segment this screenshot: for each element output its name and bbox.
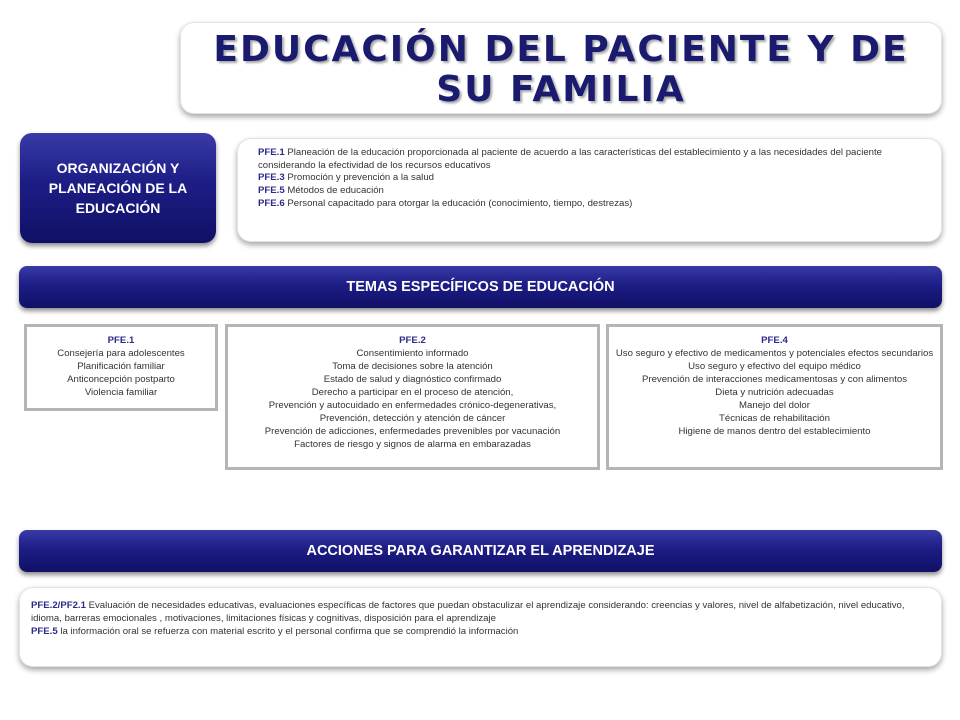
topic-line: Manejo del dolor [739, 400, 810, 411]
item-code: PFE.5 [31, 626, 58, 637]
item-code: PFE.6 [258, 197, 285, 209]
topic-line: Prevención, detección y atención de cáncer [319, 413, 506, 424]
list-item [258, 198, 922, 211]
actions-items-list [31, 599, 926, 638]
topic-line: Factores de riesgo y signos de alarma en embarazadas [294, 439, 531, 450]
item-code: PFE.5 [258, 185, 285, 197]
topic-line: Derecho a participar en el proceso de atención, [311, 387, 514, 398]
actions-items-card [19, 587, 942, 667]
topic-line: Uso seguro y efectivo de medicamentos y potenciales efectos secundarios [615, 348, 934, 359]
organization-items-card [237, 138, 942, 242]
item-text: Métodos de educación [284, 185, 384, 197]
topic-box-pfe2 [225, 324, 600, 470]
actions-heading: ACCIONES PARA GARANTIZAR EL APRENDIZAJE [306, 543, 655, 559]
list-item [31, 599, 926, 625]
item-text: Evaluación de necesidades educativas, evaluaciones específicas de factores que puedan obstaculizar el aprendizaje considerando: creencias y valores, nivel de alfabetización, nivel educativo, idioma, barreras emocionales , motivaciones, limitaciones físicas y cognitivas, disposición para el aprendizaje [31, 600, 905, 624]
topic-code: PFE.1 [107, 335, 135, 346]
topic-line: Violencia familiar [84, 387, 158, 398]
item-text: la información oral se refuerza con material escrito y el personal confirma que se comprendió la información [57, 626, 519, 637]
item-code: PFE.2/PF2.1 [31, 600, 86, 611]
topic-line: Técnicas de rehabilitación [719, 413, 830, 424]
topic-line: Planificación familiar [77, 361, 165, 372]
topic-line: Consejería para adolescentes [57, 348, 185, 359]
topic-line: Higiene de manos dentro del establecimiento [678, 426, 871, 437]
list-item [258, 147, 922, 172]
topic-box-pfe1 [24, 324, 218, 411]
item-code: PFE.1 [258, 147, 285, 158]
topic-line: Prevención de interacciones medicamentosas y con alimentos [641, 374, 908, 385]
item-text: Personal capacitado para otorgar la educación (conocimiento, tiempo, destrezas) [284, 197, 633, 209]
topics-heading: TEMAS ESPECÍFICOS DE EDUCACIÓN [346, 279, 615, 295]
actions-heading-bar [19, 530, 942, 572]
list-item [258, 185, 922, 198]
page-title: EDUCACIÓN DEL PACIENTE Y DE SU FAMILIA [213, 29, 909, 110]
topic-line: Anticoncepción postparto [67, 374, 175, 385]
topic-line: Dieta y nutrición adecuadas [715, 387, 834, 398]
item-text: Planeación de la educación proporcionada al paciente de acuerdo a las características del establecimiento y a las necesidades del paciente considerando la efectividad de los recursos educativos [258, 147, 882, 171]
topic-line: Uso seguro y efectivo del equipo médico [688, 361, 861, 372]
topic-line: Estado de salud y diagnóstico confirmado [323, 374, 502, 385]
organization-heading: ORGANIZACIÓN Y PLANEACIÓN DE LA EDUCACIÓN [48, 160, 188, 216]
title-card [180, 22, 942, 114]
item-code: PFE.3 [258, 172, 285, 184]
organization-heading-box [20, 133, 216, 243]
item-text: Promoción y prevención a la salud [284, 172, 434, 184]
topic-box-pfe4 [606, 324, 943, 470]
organization-items-list [258, 147, 922, 211]
list-item [31, 625, 926, 638]
topic-code: PFE.2 [399, 335, 426, 346]
topic-line: Prevención de adicciones, enfermedades prevenibles por vacunación [264, 426, 561, 437]
topic-line: Consentimiento informado [356, 348, 469, 359]
topic-code: PFE.4 [761, 335, 788, 346]
topics-heading-bar [19, 266, 942, 308]
topic-line: Prevención y autocuidado en enfermedades crónico-degenerativas, [268, 400, 557, 411]
topic-line: Toma de decisiones sobre la atención [332, 361, 493, 372]
list-item [258, 172, 922, 185]
